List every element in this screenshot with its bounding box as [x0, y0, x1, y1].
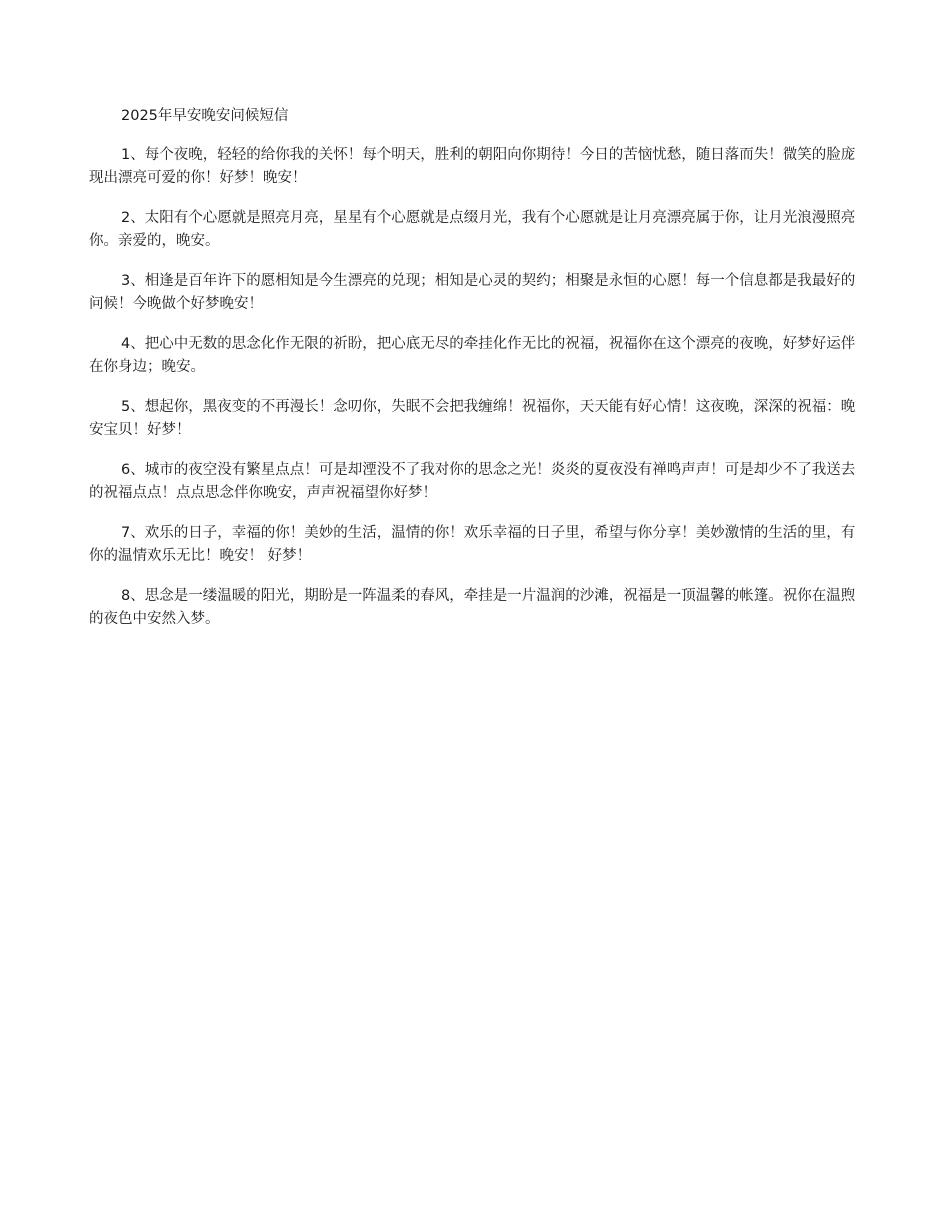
paragraph-4: 4、把心中无数的思念化作无限的祈盼，把心底无尽的牵挂化作无比的祝福，祝福你在这个漂亮的夜晚，好梦好运伴在你身边；晚安。	[89, 336, 856, 375]
paragraph-7: 7、欢乐的日子，幸福的你！美妙的生活，温情的你！欢乐幸福的日子里，希望与你分享！美妙激情的生活的里，有你的温情欢乐无比！晚安！ 好梦！	[89, 525, 856, 564]
document-body	[89, 105, 859, 648]
paragraph-3: 3、相逢是百年许下的愿相知是今生漂亮的兑现；相知是心灵的契约；相聚是永恒的心愿！每一个信息都是我最好的问候！今晚做个好梦晚安！	[89, 273, 856, 312]
paragraph-2: 2、太阳有个心愿就是照亮月亮，星星有个心愿就是点缀月光，我有个心愿就是让月亮漂亮属于你，让月光浪漫照亮你。亲爱的，晚安。	[89, 210, 856, 249]
document-title: 2025年早安晚安问候短信	[121, 108, 289, 124]
paragraph-6: 6、城市的夜空没有繁星点点！可是却湮没不了我对你的思念之光！炎炎的夏夜没有禅鸣声声！可是却少不了我送去的祝福点点！点点思念伴你晚安，声声祝福望你好梦！	[89, 462, 856, 501]
paragraph-5: 5、想起你，黑夜变的不再漫长！念叨你，失眠不会把我缠绵！祝福你，天天能有好心情！这夜晚，深深的祝福：晚安宝贝！好梦！	[89, 399, 856, 438]
paragraph-8: 8、思念是一缕温暖的阳光，期盼是一阵温柔的春风，牵挂是一片温润的沙滩，祝福是一顶温馨的帐篷。祝你在温煦的夜色中安然入梦。	[89, 588, 856, 627]
paragraph-1: 1、每个夜晚，轻轻的给你我的关怀！每个明天，胜利的朝阳向你期待！今日的苦恼忧愁，随日落而失！微笑的脸庞现出漂亮可爱的你！好梦！晚安！	[89, 147, 856, 186]
